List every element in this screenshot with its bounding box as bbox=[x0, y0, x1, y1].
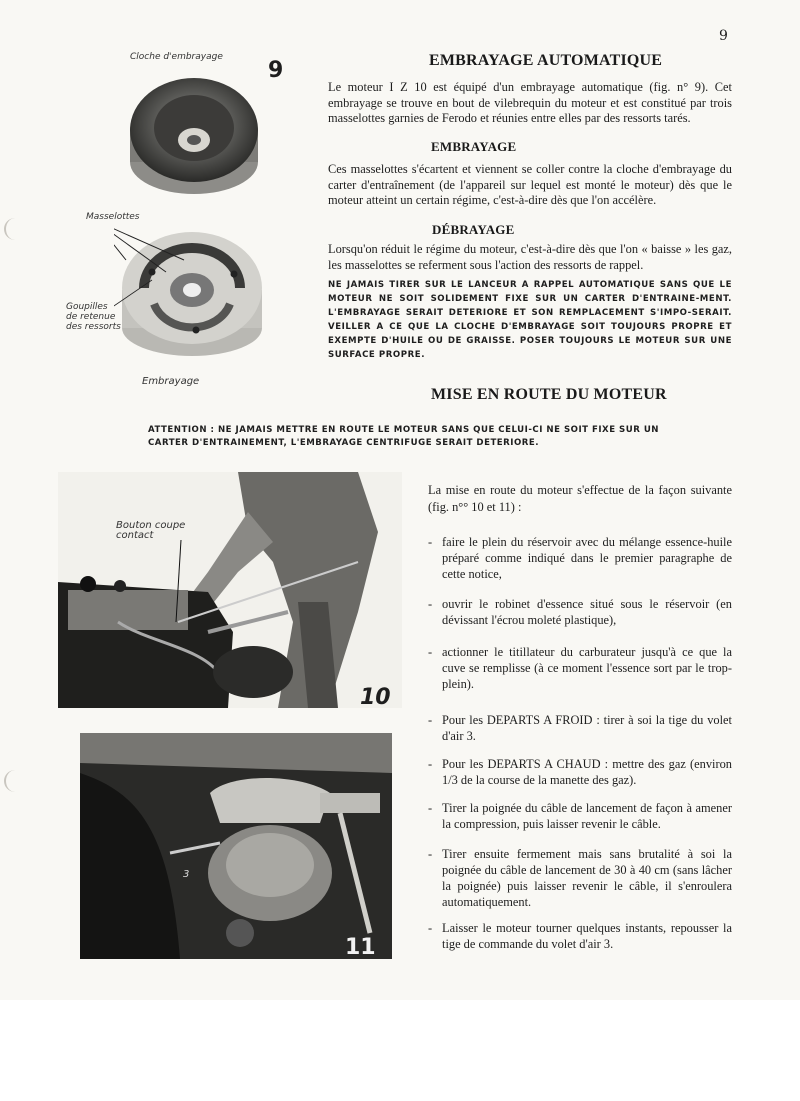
step-item: - Pour les DEPARTS A CHAUD : mettre des gaz (environ 1/3 de la course de la manette des gaz). bbox=[428, 757, 732, 787]
figure-11-photo bbox=[80, 733, 392, 959]
figure-9-clutch-shoes-image bbox=[114, 220, 269, 360]
section-text-embrayage: Ces masselottes s'écartent et viennent se coller contre la cloche d'embrayage du carter d'entraînement (de l'appareil sur lequel est monté le moteur) dès que le moteur atteint un certain régime, c'est-à-dire dès que l'on accélère. bbox=[328, 162, 732, 208]
section-title-embrayage: EMBRAYAGE bbox=[431, 139, 517, 154]
figure-11-number: 11 bbox=[345, 935, 376, 960]
figure-10-photo bbox=[58, 472, 402, 708]
figure-9-number: 9 bbox=[268, 58, 284, 83]
figure-9-label-masselottes: Masselottes bbox=[86, 212, 140, 222]
section-title-embrayage-automatique: EMBRAYAGE AUTOMATIQUE bbox=[429, 52, 663, 69]
step-item: - ouvrir le robinet d'essence situé sous le réservoir (en dévissant l'écrou moleté plastique), bbox=[428, 597, 732, 627]
section-text-embrayage-automatique: Le moteur I Z 10 est équipé d'un embrayage automatique (fig. n° 9). Cet embrayage se trouve en bout de vilebrequin du moteur et est constitué par trois masselottes garnies de Ferodo et réunies entre elles par des ressorts tarés. bbox=[328, 80, 732, 126]
figure-9-label-cloche: Cloche d'embrayage bbox=[130, 52, 223, 62]
attention-warning: ATTENTION : NE JAMAIS METTRE EN ROUTE LE MOTEUR SANS QUE CELUI-CI NE SOIT FIXE SUR UN CARTER D'ENTRAINEMENT, L'EMBRAYAGE CENTRIFUGE SERAIT DETERIORE. bbox=[148, 425, 659, 448]
step-item: - Tirer ensuite fermement mais sans brutalité à soi la poignée du câble de lancement de 30 à 40 cm (sans lâcher la poignée) puis laisser revenir le câble, il s'enroulera automatiquement. bbox=[428, 847, 732, 909]
figure-11-label-3: 3 bbox=[183, 869, 190, 880]
page-margin-bottom bbox=[0, 1000, 800, 1101]
figure-10-number: 10 bbox=[360, 685, 391, 710]
step-item: - Tirer la poignée du câble de lancement de façon à amener la compression, puis laisser revenir le câble. bbox=[428, 801, 732, 831]
section-title-mise-en-route: MISE EN ROUTE DU MOTEUR bbox=[431, 386, 667, 403]
figure-10-label: Bouton coupe contact bbox=[116, 520, 186, 541]
figure-9-clutch-bell-image bbox=[120, 70, 270, 200]
punch-hole-mark bbox=[4, 770, 26, 792]
page-number: 9 bbox=[719, 28, 728, 44]
figure-9-caption: Embrayage bbox=[142, 376, 200, 387]
section-text-debrayage: Lorsqu'on réduit le régime du moteur, c'est-à-dire dès que l'on « baisse » les gaz, les masselottes se referment sous l'action des ressorts de rappel. bbox=[328, 242, 732, 272]
figure-9-label-goupilles: Goupilles de retenue des ressorts bbox=[66, 302, 121, 332]
step-item: - actionner le titillateur du carburateur jusqu'à ce que la cuve se remplisse (à ce moment l'essence sort par le trop-plein). bbox=[428, 645, 732, 691]
step-item: - Pour les DEPARTS A FROID : tirer à soi la tige du volet d'air 3. bbox=[428, 713, 732, 743]
debrayage-warning: NE JAMAIS TIRER SUR LE LANCEUR A RAPPEL AUTOMATIQUE SANS QUE LE MOTEUR NE SOIT SOLIDEMENT FIXE SUR UN CARTER D'ENTRAINE-MENT. L'EMBRAYAGE SERAIT DETERIORE ET SON REMPLACEMENT S'IMPO-SERAIT. VEILLER A CE QUE LA CLOCHE D'EMBRAYAGE SOIT TOUJOURS PROPRE ET EXEMPTE D'HUILE OU DE GRAISSE. POSER TOUJOURS LE MOTEUR SUR UNE SURFACE PROPRE. bbox=[328, 280, 732, 360]
mise-en-route-intro: La mise en route du moteur s'effectue de la façon suivante (fig. n°° 10 et 11) : bbox=[428, 483, 732, 514]
step-item: - faire le plein du réservoir avec du mélange essence-huile préparé comme indiqué dans le premier paragraphe de cette notice, bbox=[428, 535, 732, 581]
section-title-debrayage: DÉBRAYAGE bbox=[432, 222, 515, 237]
step-item: - Laisser le moteur tourner quelques instants, repousser la tige de commande du volet d'air 3. bbox=[428, 921, 732, 951]
punch-hole-mark bbox=[4, 218, 26, 240]
